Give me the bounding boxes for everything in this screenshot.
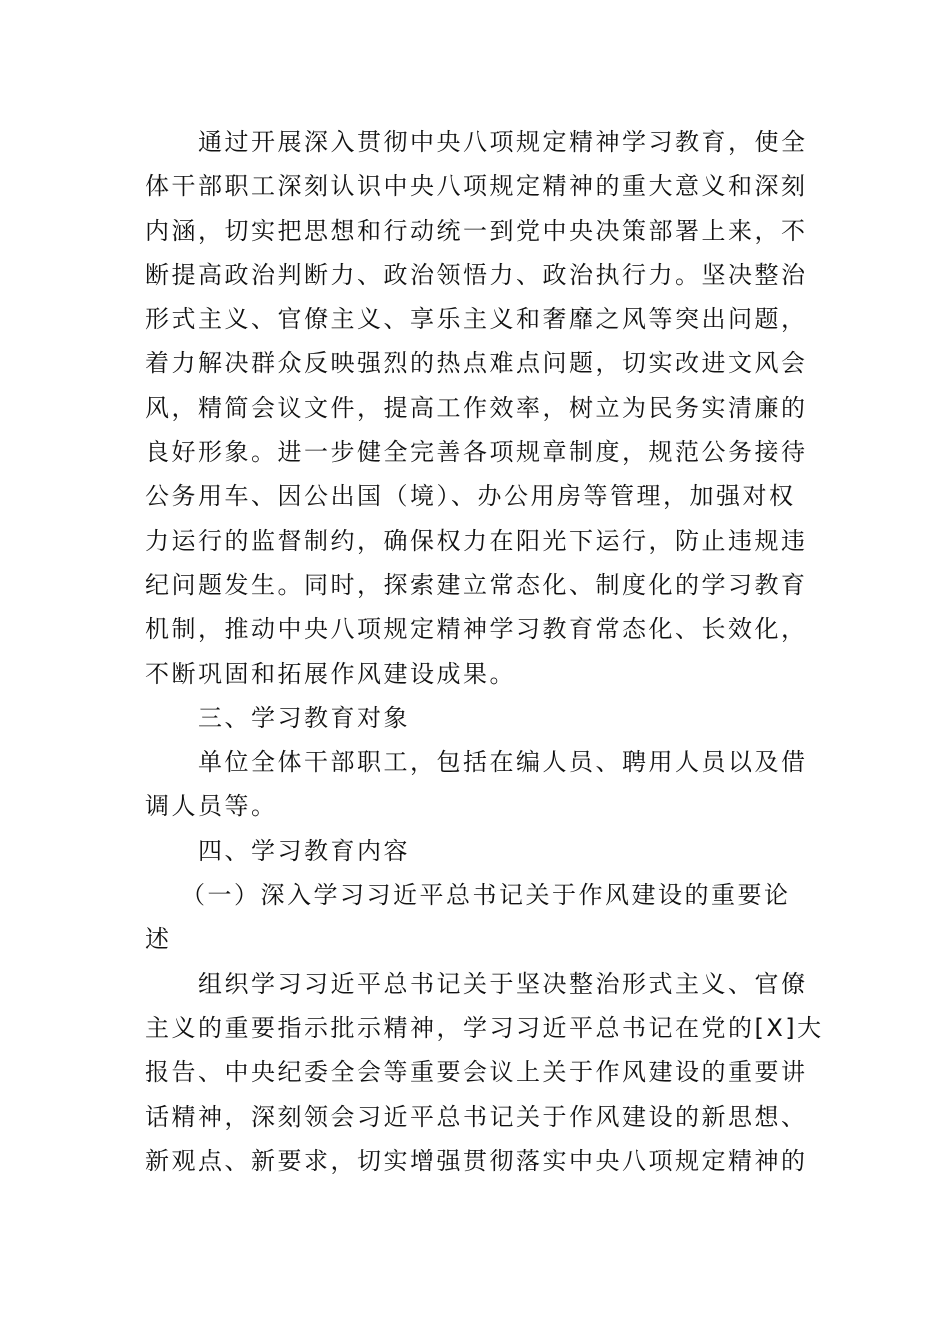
paragraph-targets: [145, 740, 808, 829]
text-line: 机制，推动中央八项规定精神学习教育常态化、长效化，: [145, 615, 808, 644]
text-line: 组织学习习近平总书记关于坚决整治形式主义、官僚: [198, 969, 808, 998]
text-line: 通过开展深入贯彻中央八项规定精神学习教育，使全: [198, 128, 808, 156]
paragraph-study-content: [145, 962, 824, 1183]
text-line: 话精神，深刻领会习近平总书记关于作风建设的新思想、: [145, 1102, 808, 1131]
text-line: 形式主义、官僚主义、享乐主义和奢靡之风等突出问题，: [145, 305, 808, 334]
text-line: 良好形象。进一步健全完善各项规章制度，规范公务接待: [145, 438, 808, 467]
text-line: 体干部职工深刻认识中央八项规定精神的重大意义和深刻: [145, 172, 808, 201]
text-line: 主义的重要指示批示精神，学习习近平总书记在党的[X]大: [145, 1013, 824, 1042]
text-line: 内涵，切实把思想和行动统一到党中央决策部署上来，不: [145, 216, 808, 245]
text-line: 纪问题发生。同时，探索建立常态化、制度化的学习教育: [145, 570, 808, 599]
text-line: 断提高政治判断力、政治领悟力、政治执行力。坚决整治: [145, 260, 808, 289]
text-line: 新观点、新要求，切实增强贯彻落实中央八项规定精神的: [145, 1146, 808, 1175]
section-heading-content: [145, 829, 808, 873]
text-line: 着力解决群众反映强烈的热点难点问题，切实改进文风会: [145, 349, 808, 378]
document-page: [145, 120, 824, 1183]
paragraph-objectives: [145, 120, 808, 696]
text-line: 调人员等。: [145, 792, 278, 821]
text-line: 风，精简会议文件，提高工作效率，树立为民务实清廉的: [145, 393, 808, 422]
subsection-heading: （一）深入学习习近平总书记关于作风建设的重要论: [181, 881, 791, 910]
section-heading: 四、学习教育内容: [198, 836, 410, 865]
section-heading-targets: [145, 696, 808, 740]
text-line: 单位全体干部职工，包括在编人员、聘用人员以及借: [198, 748, 808, 777]
text-line: 报告、中央纪委全会等重要会议上关于作风建设的重要讲: [145, 1058, 808, 1087]
text-line: 公务用车、因公出国（境）、办公用房等管理，加强对权: [145, 482, 796, 511]
section-heading: 三、学习教育对象: [198, 703, 410, 732]
subsection-heading-1: [145, 873, 808, 962]
subsection-heading: 述: [145, 925, 172, 954]
text-line: 力运行的监督制约，确保权力在阳光下运行，防止违规违: [145, 526, 808, 555]
text-line: 不断巩固和拓展作风建设成果。: [145, 659, 516, 688]
